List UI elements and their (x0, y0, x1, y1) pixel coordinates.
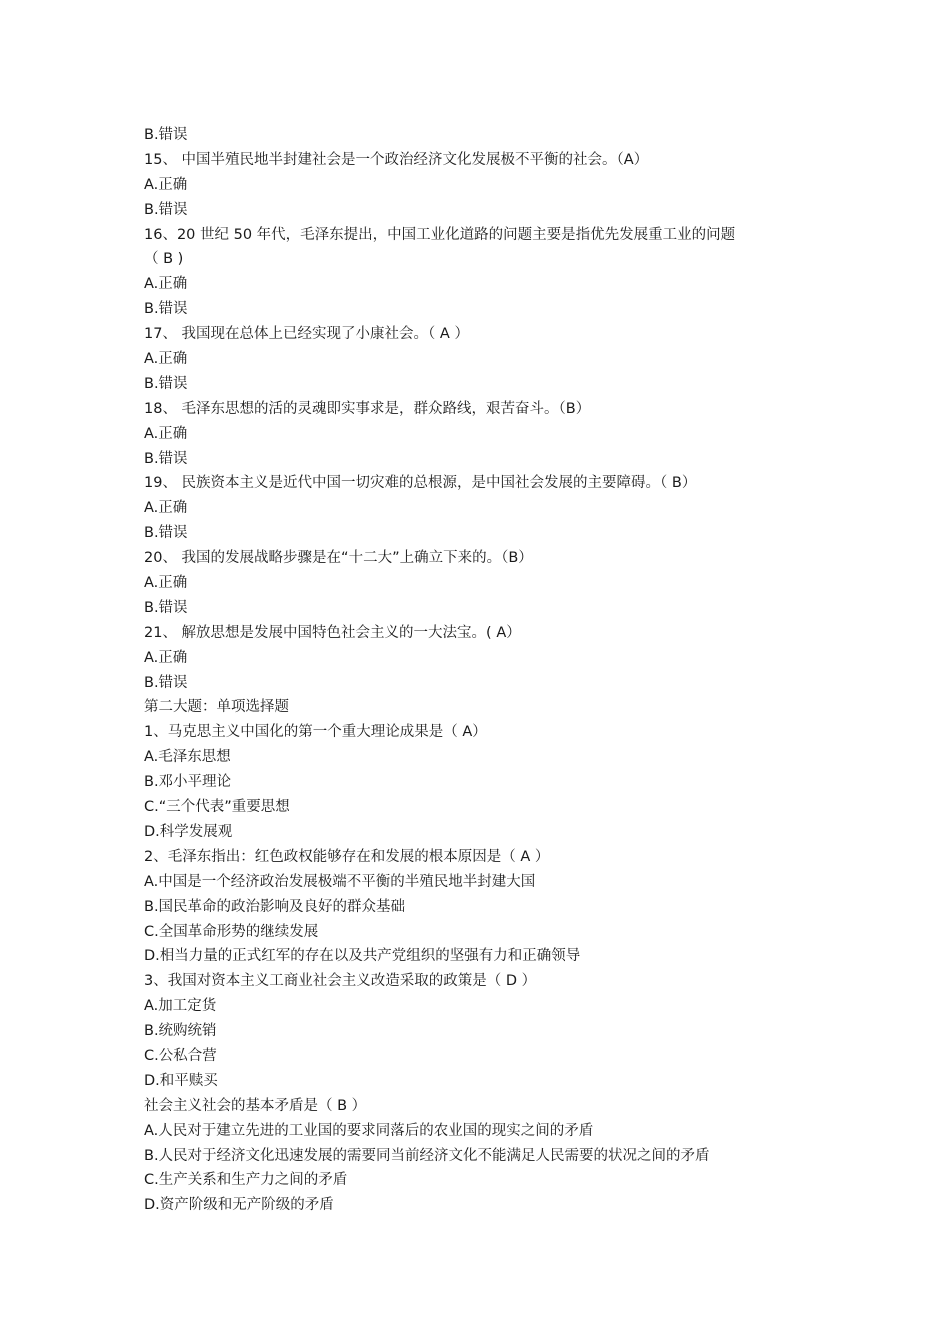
answer-option: D.资产阶级和无产阶级的矛盾 (144, 1197, 334, 1214)
answer-option: B.错误 (144, 301, 188, 318)
mc-question-4: 社会主义社会的基本矛盾是（ B ） (144, 1097, 367, 1114)
answer-option: A.正确 (144, 351, 188, 368)
answer-option: A.正确 (144, 176, 188, 193)
question-20: 20、 我国的发展战略步骤是在“十二大”上确立下来的。（B） (144, 550, 533, 567)
question-16: 16、20 世纪 50 年代，毛泽东提出，中国工业化道路的问题主要是指优先发展重工业的问题 (144, 226, 736, 243)
answer-option: D.和平赎买 (144, 1072, 218, 1089)
answer-option: A.正确 (144, 425, 188, 442)
question-18: 18、 毛泽东思想的活的灵魂即实事求是，群众路线，艰苦奋斗。（B） (144, 400, 591, 417)
answer-option: A.正确 (144, 500, 188, 517)
answer-option: C.“三个代表”重要思想 (144, 799, 290, 816)
answer-option: B.人民对于经济文化迅速发展的需要同当前经济文化不能满足人民需要的状况之间的矛盾 (144, 1147, 710, 1164)
answer-option: B.错误 (144, 201, 188, 218)
answer-option: D.科学发展观 (144, 823, 233, 840)
answer-option: B.错误 (144, 127, 188, 143)
answer-option: A.毛泽东思想 (144, 749, 231, 766)
answer-option: C.生产关系和生产力之间的矛盾 (144, 1172, 348, 1189)
answer-option: D.相当力量的正式红军的存在以及共产党组织的坚强有力和正确领导 (144, 948, 581, 965)
question-19: 19、 民族资本主义是近代中国一切灾难的总根源，是中国社会发展的主要障碍。（ B） (144, 475, 697, 492)
answer-option: A.加工定货 (144, 998, 217, 1015)
answer-option: C.公私合营 (144, 1047, 217, 1064)
answer-option: B.错误 (144, 599, 188, 616)
answer-option: B.国民革命的政治影响及良好的群众基础 (144, 898, 406, 915)
question-21: 21、 解放思想是发展中国特色社会主义的一大法宝。( A） (144, 624, 521, 641)
question-16-answer: （ B ) (144, 251, 184, 268)
question-15: 15、 中国半殖民地半封建社会是一个政治经济文化发展极不平衡的社会。（A） (144, 151, 649, 168)
answer-option: B.错误 (144, 674, 188, 691)
mc-question-2: 2、毛泽东指出：红色政权能够存在和发展的根本原因是（ A ） (144, 848, 550, 865)
answer-option: A.正确 (144, 276, 188, 293)
answer-option: B.错误 (144, 525, 188, 542)
answer-option: B.邓小平理论 (144, 774, 232, 791)
answer-option: C.全国革命形势的继续发展 (144, 923, 319, 940)
answer-option: A.中国是一个经济政治发展极端不平衡的半殖民地半封建大国 (144, 873, 536, 890)
section-heading: 第二大题：单项选择题 (144, 699, 289, 716)
answer-option: A.正确 (144, 575, 188, 592)
answer-option: A.人民对于建立先进的工业国的要求同落后的农业国的现实之间的矛盾 (144, 1122, 594, 1139)
document-body (144, 123, 824, 1218)
mc-question-1: 1、马克思主义中国化的第一个重大理论成果是（ A） (144, 724, 487, 741)
answer-option: B.错误 (144, 375, 188, 392)
answer-option: B.统购统销 (144, 1023, 217, 1040)
question-17: 17、 我国现在总体上已经实现了小康社会。（ A ） (144, 326, 469, 343)
answer-option: A.正确 (144, 649, 188, 666)
answer-option: B.错误 (144, 450, 188, 467)
mc-question-3: 3、我国对资本主义工商业社会主义改造采取的政策是（ D ） (144, 973, 537, 990)
